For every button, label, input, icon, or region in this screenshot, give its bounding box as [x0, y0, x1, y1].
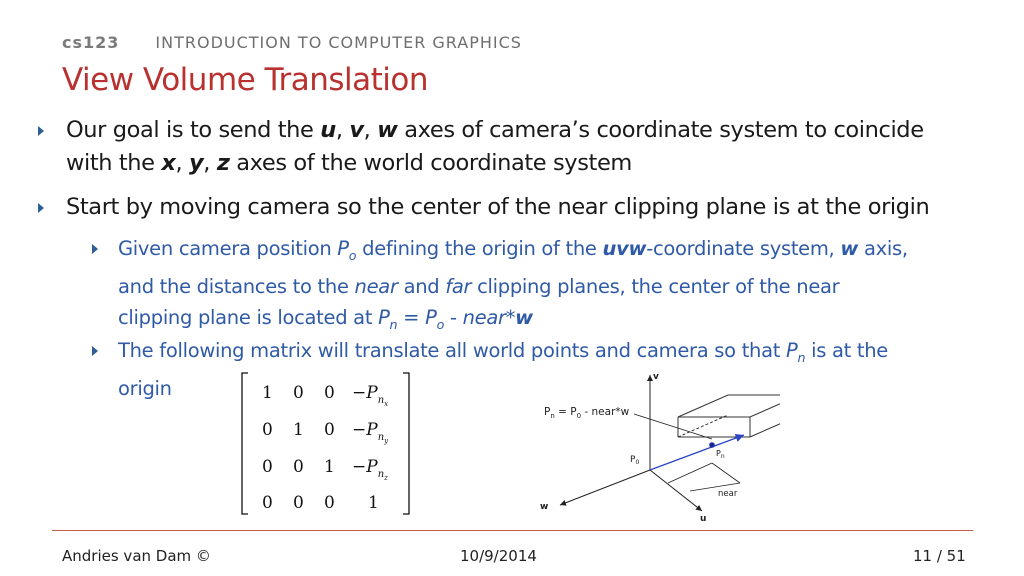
sub-bullet-1	[118, 233, 998, 340]
footer-date: 10/9/2014	[460, 547, 537, 565]
v-axis-label: v	[653, 372, 659, 382]
view-vector	[650, 435, 744, 470]
sub-bullet-2-line-2: origin	[118, 376, 172, 400]
matrix-right-bracket	[403, 373, 409, 514]
near-label: near	[718, 489, 738, 499]
matrix-cell: 0	[293, 493, 304, 513]
course-code: cs123	[62, 33, 120, 52]
matrix-cell: 0	[262, 493, 273, 513]
near-dimension-line	[668, 463, 712, 483]
bullet-2: Start by moving camera so the center of the near clipping plane is at the origin	[66, 194, 930, 220]
matrix-cell: 1	[324, 457, 335, 477]
matrix-cell: 0	[262, 420, 273, 440]
u-axis-label: u	[700, 514, 707, 524]
bullet-1-line-1: Our goal is to send the u, v, w axes of camera’s coordinate system to coincide	[66, 117, 924, 143]
sub-bullet-arrow-icon	[92, 346, 98, 356]
w-axis-label: w	[540, 502, 549, 512]
bullet-arrow-icon	[38, 126, 44, 136]
footer-divider	[52, 530, 973, 531]
p0-label: $P_0$	[630, 455, 640, 466]
matrix-cell: $-P_ny$	[352, 420, 389, 445]
sub-bullet-1-line-3: clipping plane is located at $P_n = P_o$ - near*w	[118, 305, 533, 332]
footer-author: Andries van Dam ©	[62, 547, 211, 565]
sub-bullet-1-line-1: Given camera position $P_o$ defining the origin of the uvw-coordinate system, w axis,	[118, 237, 908, 263]
bullet-arrow-icon	[38, 203, 44, 213]
pn-label: $P_n$	[716, 449, 725, 460]
matrix-cell: 1	[262, 383, 273, 403]
matrix-cell: $-P_nx$	[352, 383, 389, 408]
diagram-equation: $P_n = P_0$ - near*w	[544, 406, 630, 420]
sub-bullet-1-line-2: and the distances to the near and far clipping planes, the center of the near	[118, 274, 840, 298]
view-volume-box	[678, 395, 780, 437]
matrix-cell: 0	[324, 493, 335, 513]
sub-bullet-2-line-1: The following matrix will translate all world points and camera so that $P_n$ is at the	[118, 339, 888, 365]
course-header	[62, 33, 522, 52]
bullet-1-line-2: with the x, y, z axes of the world coordinate system	[66, 150, 632, 176]
near-dimension-line	[712, 463, 740, 483]
equation-leader-line	[634, 414, 712, 439]
course-name: INTRODUCTION TO COMPUTER GRAPHICS	[155, 33, 522, 52]
w-axis	[560, 470, 650, 505]
matrix-cell: 0	[262, 457, 273, 477]
matrix-cell: 0	[293, 457, 304, 477]
matrix-cell: 1	[293, 420, 304, 440]
sub-bullet-arrow-icon	[92, 244, 98, 254]
camera-diagram	[530, 365, 780, 525]
slide-title: View Volume Translation	[62, 62, 428, 98]
matrix-cell: 0	[324, 420, 335, 440]
pn-point	[709, 442, 715, 448]
matrix-left-bracket	[242, 373, 248, 514]
matrix-cell: $-P_nz$	[352, 457, 388, 482]
matrix-cell: 0	[324, 383, 335, 403]
matrix-cell: 0	[293, 383, 304, 403]
translation-matrix	[236, 368, 416, 518]
bullet-1	[66, 114, 996, 180]
footer-page-number: 11 / 51	[913, 547, 966, 565]
matrix-cell: 1	[368, 493, 379, 513]
